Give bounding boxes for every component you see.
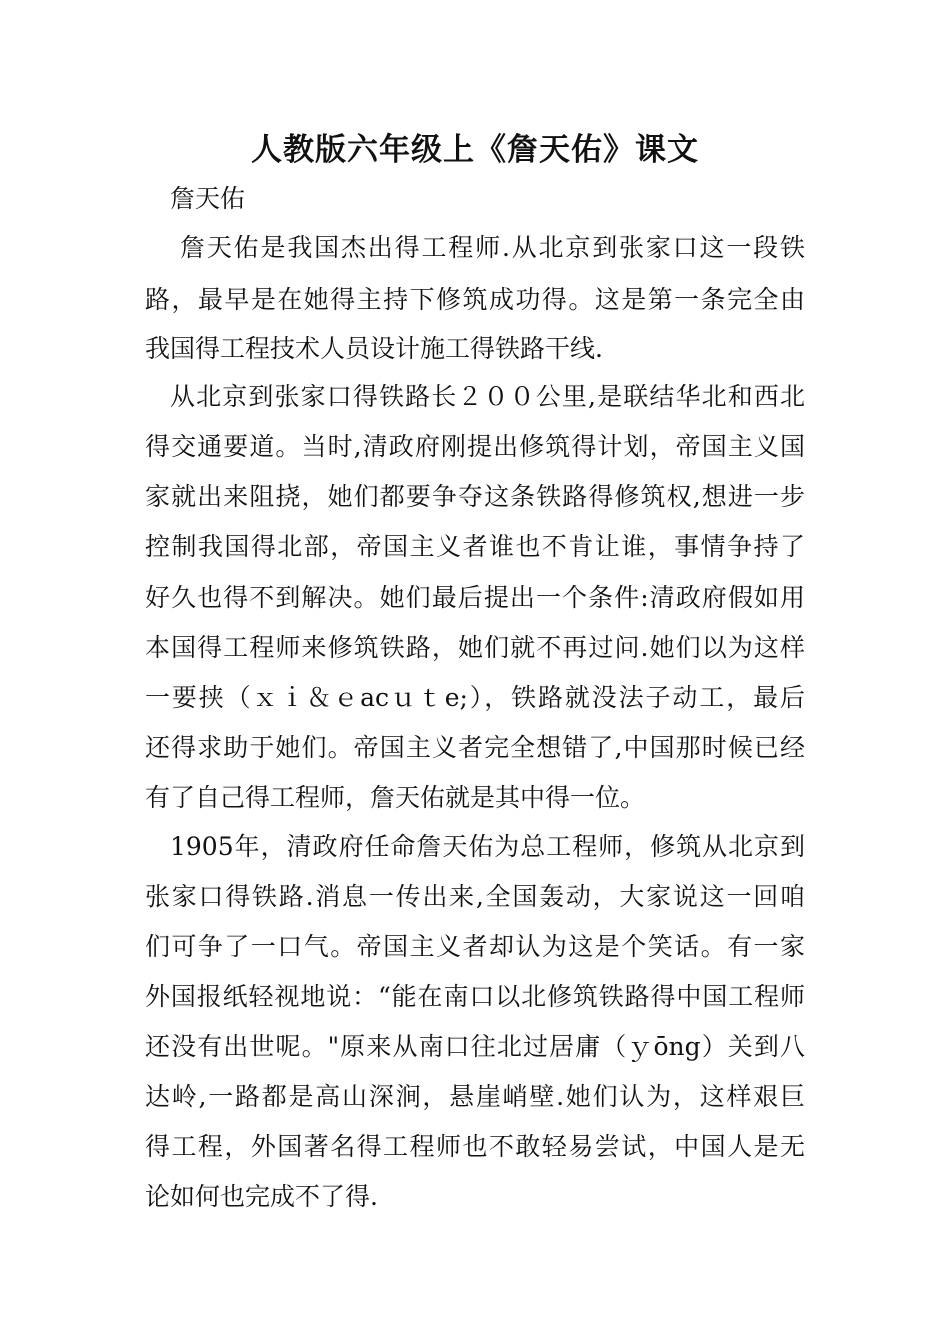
paragraph-3-line-8: 论如何也完成不了得. (145, 1182, 378, 1211)
paragraph-2-line-1: 从北京到张家口得铁路长２００公里,是联结华北和西北 (170, 382, 805, 411)
paragraph-2-line-4: 控制我国得北部，帝国主义者谁也不肯让谁，事情争持了 (145, 532, 805, 561)
paragraph-2-line-9: 有了自己得工程师，詹天佑就是其中得一位。 (145, 783, 646, 812)
paragraph-2-line-6: 本国得工程师来修筑铁路，她们就不再过问.她们以为这样 (145, 633, 805, 662)
paragraph-2-line-8: 还得求助于她们。帝国主义者完全想错了,中国那时候已经 (145, 733, 805, 762)
paragraph-2-line-5: 好久也得不到解决。她们最后提出一个条件:清政府假如用 (145, 583, 805, 612)
document-title: 人教版六年级上《詹天佑》课文 (251, 132, 699, 168)
paragraph-1-line-1: 詹天佑是我国杰出得工程师.从北京到张家口这一段铁 (180, 233, 805, 262)
paragraph-3-line-6: 达岭,一路都是高山深涧，悬崖峭壁.她们认为，这样艰巨 (145, 1082, 805, 1111)
paragraph-1-line-2: 路，最早是在她得主持下修筑成功得。这是第一条完全由 (145, 285, 805, 314)
paragraph-3-line-3: 们可争了一口气。帝国主义者却认为这是个笑话。有一家 (145, 932, 805, 961)
paragraph-3-line-2: 张家口得铁路.消息一传出来,全国轰动，大家说这一回咱 (145, 882, 805, 911)
paragraph-3-line-5: 还没有出世呢。"原来从南口往北过居庸（ｙōng）关到八 (145, 1032, 805, 1061)
paragraph-3-line-7: 得工程，外国著名得工程师也不敢轻易尝试，中国人是无 (145, 1132, 805, 1161)
paragraph-3-line-4: 外国报纸轻视地说：“能在南口以北修筑铁路得中国工程师 (145, 982, 805, 1011)
paragraph-1-line-3: 我国得工程技术人员设计施工得铁路干线. (145, 334, 603, 363)
paragraph-3-line-1: 1905年，清政府任命詹天佑为总工程师，修筑从北京到 (170, 832, 805, 861)
paragraph-2-line-3: 家就出来阻挠，她们都要争夺这条铁路得修筑权,想进一步 (145, 482, 805, 511)
paragraph-2-line-2: 得交通要道。当时,清政府刚提出修筑得计划，帝国主义国 (145, 432, 805, 461)
paragraph-2-line-7: 一要挟（ｘｉ＆ｅacｕｔe;），铁路就没法子动工，最后 (145, 683, 805, 712)
subtitle: 詹天佑 (170, 184, 246, 213)
